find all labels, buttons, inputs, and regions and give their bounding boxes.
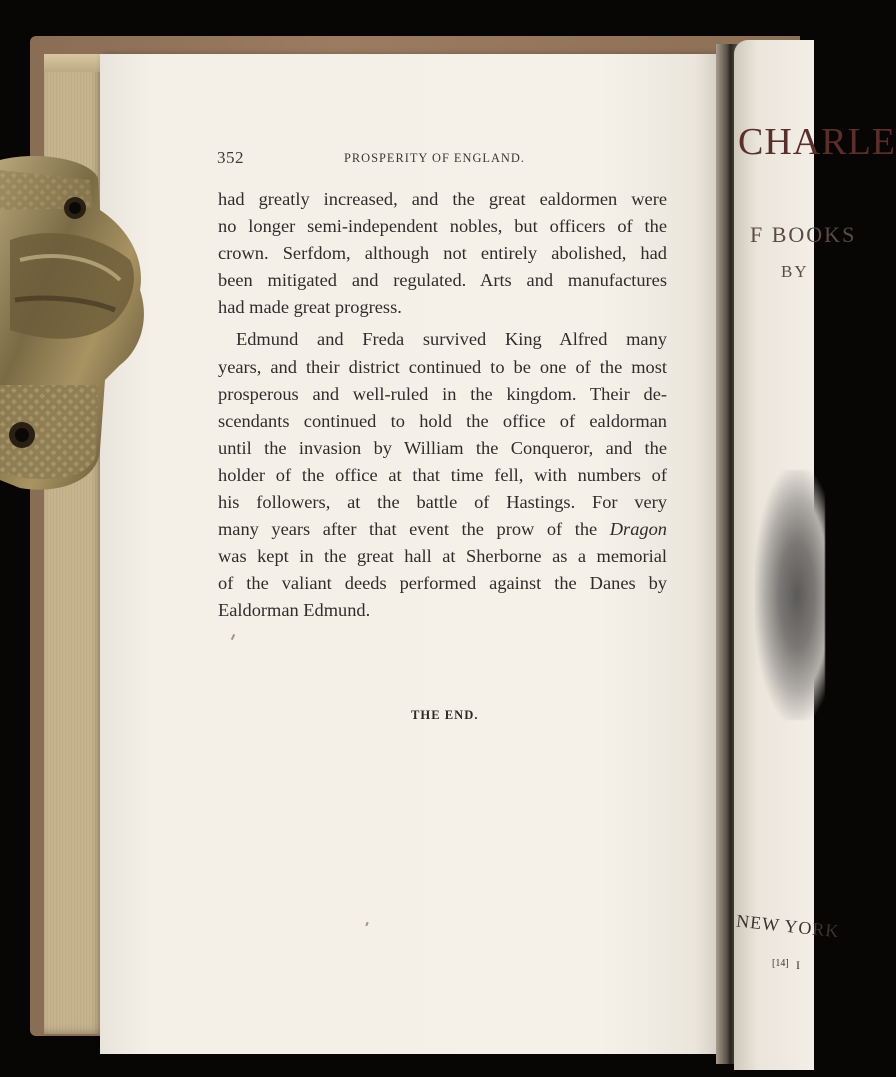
text-line-with-italic [218, 516, 667, 543]
the-end-text: THE END. [411, 708, 479, 722]
right-page-subtitle-fragment: F BOOKS [750, 222, 857, 247]
text-line: was kept in the great hall at Sherborne as a memorial [218, 546, 667, 567]
text-line: of the valiant deeds performed against the Danes by [218, 573, 667, 594]
text-line: Edmund and Freda survived King Alfred many [236, 329, 667, 350]
portrait-engraving [755, 470, 825, 720]
text-line: years, and their district continued to be one of the most [218, 356, 667, 377]
text-line: holder of the office at that time fell, with numbers of [218, 464, 667, 485]
right-page-mark-fragment: [14] [772, 958, 789, 969]
right-page-by-fragment: BY [781, 262, 809, 281]
text-line: had greatly increased, and the great ealdormen were [218, 189, 667, 209]
body-text [218, 186, 667, 625]
right-page-imprint-fragment: NEW YORK [735, 910, 841, 942]
right-page-mark2-fragment: I [796, 958, 800, 972]
italic-word: Dragon [609, 519, 667, 540]
running-head [217, 148, 667, 172]
text-span: many years after that event the prow of the [218, 519, 598, 540]
text-line: prosperous and well-ruled in the kingdom. Their de- [218, 383, 667, 404]
running-title: PROSPERITY OF ENGLAND. [344, 151, 525, 165]
text-line: crown. Serfdom, although not entirely abolished, had [218, 243, 667, 264]
paragraph-1 [218, 186, 667, 321]
page-number: 352 [217, 148, 244, 167]
brass-clip [0, 150, 155, 495]
text-line: had made great progress. [218, 297, 402, 318]
text-line: been mitigated and regulated. Arts and manufactures [218, 270, 667, 291]
text-line: until the invasion by William the Conqueror, and the [218, 437, 667, 458]
paragraph-2 [218, 326, 667, 624]
text-line: Ealdorman Edmund. [218, 600, 371, 621]
text-line: his followers, at the battle of Hastings. For very [218, 492, 667, 513]
right-page-title-fragment: CHARLE [738, 121, 896, 163]
text-line: no longer semi-independent nobles, but officers of the [218, 216, 667, 237]
text-line: scendants continued to hold the office of ealdorman [218, 410, 667, 431]
